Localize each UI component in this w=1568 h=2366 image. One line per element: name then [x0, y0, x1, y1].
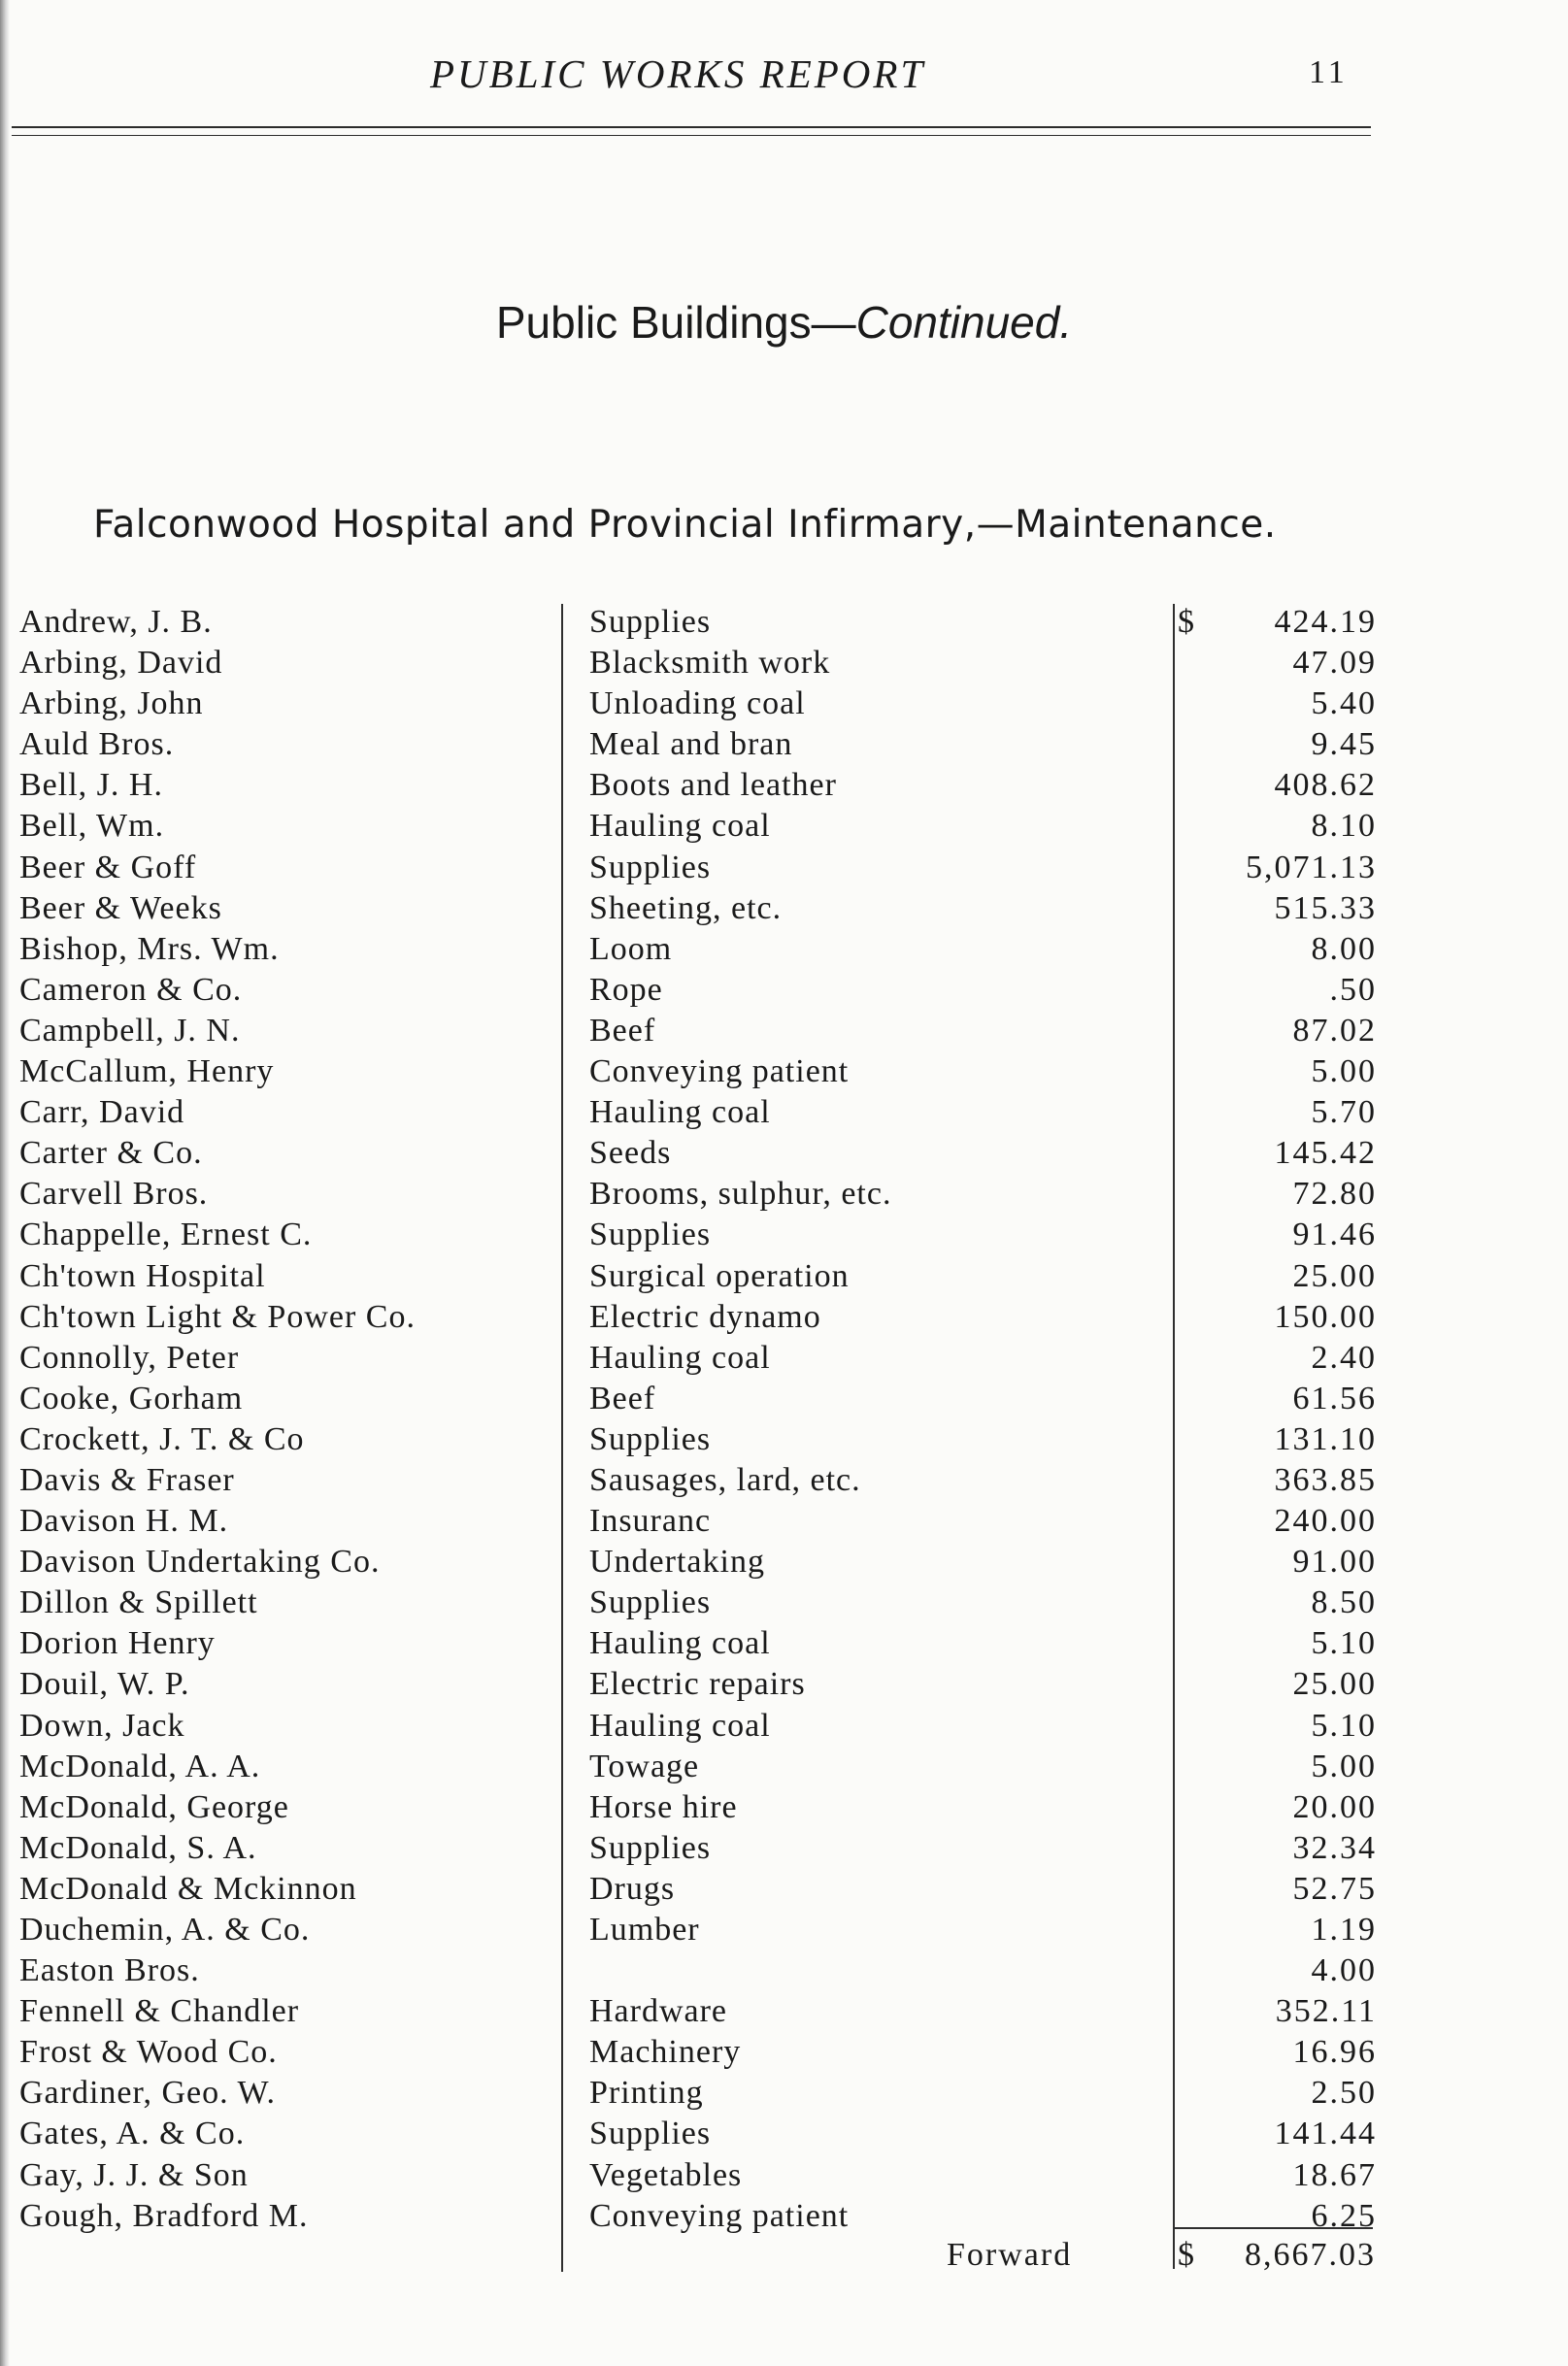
header-rule — [12, 126, 1371, 128]
currency-symbol: $ — [1178, 604, 1194, 640]
payee-name: Douil, W. P. — [19, 1666, 190, 1703]
payee-name: Easton Bros. — [19, 1952, 200, 1989]
ledger-row — [17, 1828, 1377, 1869]
total-rule — [1173, 2227, 1373, 2229]
item-description: Hauling coal — [589, 1625, 771, 1662]
payee-name: Fennell & Chandler — [19, 1993, 300, 2030]
item-description: Lumber — [589, 1912, 700, 1948]
item-description: Surgical operation — [589, 1257, 850, 1294]
amount-value: 5.00 — [1311, 1748, 1377, 1784]
ledger-table — [17, 602, 1377, 2237]
item-description: Hauling coal — [589, 1094, 771, 1131]
section-title — [0, 296, 1568, 349]
item-description: Hauling coal — [589, 1707, 771, 1744]
page-number: 11 — [1309, 54, 1349, 90]
ledger-row — [17, 1910, 1377, 1950]
ledger-row — [17, 2032, 1377, 2073]
ledger-row — [17, 683, 1377, 724]
item-description: Horse hire — [589, 1788, 738, 1825]
payee-name: Bell, Wm. — [19, 808, 165, 845]
item-description: Machinery — [589, 2034, 742, 2071]
ledger-row — [17, 1623, 1377, 1664]
forward-label: Forward — [947, 2237, 1073, 2273]
payee-name: Carr, David — [19, 1094, 185, 1131]
item-description: Meal and bran — [589, 726, 793, 763]
item-description: Unloading coal — [589, 685, 806, 722]
item-description: Supplies — [589, 1829, 712, 1866]
amount-value: 52.75 — [1292, 1870, 1377, 1907]
payee-name: Down, Jack — [19, 1707, 185, 1744]
ledger-row — [17, 724, 1377, 765]
ledger-row — [17, 1664, 1377, 1705]
ledger-row — [17, 1419, 1377, 1460]
ledger-row — [17, 1338, 1377, 1379]
amount-value: 424.19 — [1274, 604, 1377, 640]
forward-currency-symbol: $ — [1178, 2237, 1194, 2273]
payee-name: Gardiner, Geo. W. — [19, 2075, 276, 2112]
amount-value: 87.02 — [1292, 1012, 1377, 1049]
amount-value: 61.56 — [1292, 1380, 1377, 1416]
ledger-row — [17, 1379, 1377, 1419]
ledger-row — [17, 765, 1377, 806]
payee-name: Davison Undertaking Co. — [19, 1544, 381, 1581]
item-description: Supplies — [589, 2116, 712, 2152]
amount-value: 9.45 — [1311, 726, 1377, 763]
ledger-row — [17, 1869, 1377, 1910]
ledger-row — [17, 970, 1377, 1011]
ledger-row — [17, 888, 1377, 929]
item-description: Supplies — [589, 1420, 712, 1457]
amount-value: 72.80 — [1292, 1176, 1377, 1213]
payee-name: Ch'town Light & Power Co. — [19, 1298, 416, 1335]
item-description: Brooms, sulphur, etc. — [589, 1176, 892, 1213]
payee-name: Dorion Henry — [19, 1625, 216, 1662]
amount-value: 150.00 — [1274, 1298, 1377, 1335]
item-description: Supplies — [589, 604, 712, 640]
item-description: Towage — [589, 1748, 700, 1784]
amount-value: 8.50 — [1311, 1584, 1377, 1621]
amount-value: 32.34 — [1292, 1829, 1377, 1866]
amount-value: 145.42 — [1274, 1135, 1377, 1172]
payee-name: Carter & Co. — [19, 1135, 203, 1172]
ledger-row — [17, 1787, 1377, 1828]
amount-value: 5,071.13 — [1246, 849, 1377, 885]
payee-name: McDonald, A. A. — [19, 1748, 261, 1784]
section-title-main: Public Buildings— — [495, 297, 856, 348]
running-head — [0, 50, 1568, 109]
ledger-row — [17, 2114, 1377, 2154]
ledger-row — [17, 1542, 1377, 1583]
amount-value: 16.96 — [1292, 2034, 1377, 2071]
forward-amount: 8,667.03 — [1245, 2237, 1376, 2273]
ledger-row — [17, 1256, 1377, 1297]
ledger-row — [17, 806, 1377, 847]
item-description: Drugs — [589, 1870, 676, 1907]
ledger-row — [17, 2155, 1377, 2196]
amount-value: 5.10 — [1311, 1707, 1377, 1744]
amount-value: 515.33 — [1274, 889, 1377, 926]
payee-name: Chappelle, Ernest C. — [19, 1216, 313, 1253]
amount-value: .50 — [1329, 971, 1377, 1008]
amount-value: 25.00 — [1292, 1666, 1377, 1703]
amount-value: 8.10 — [1311, 808, 1377, 845]
item-description: Hardware — [589, 1993, 728, 2030]
item-description: Undertaking — [589, 1544, 765, 1581]
item-description: Conveying patient — [589, 2197, 850, 2234]
amount-value: 91.46 — [1292, 1216, 1377, 1253]
payee-name: McCallum, Henry — [19, 1053, 275, 1090]
amount-value: 240.00 — [1274, 1503, 1377, 1540]
payee-name: Carvell Bros. — [19, 1176, 209, 1213]
amount-value: 47.09 — [1292, 645, 1377, 682]
payee-name: Beer & Goff — [19, 849, 197, 885]
payee-name: Bell, J. H. — [19, 767, 163, 804]
payee-name: Bishop, Mrs. Wm. — [19, 930, 280, 967]
amount-value: 2.40 — [1311, 1339, 1377, 1376]
ledger-row — [17, 1706, 1377, 1747]
item-description: Supplies — [589, 1216, 712, 1253]
payee-name: McDonald, George — [19, 1788, 289, 1825]
payee-name: Davis & Fraser — [19, 1461, 235, 1498]
ledger-row — [17, 643, 1377, 683]
payee-name: McDonald & Mckinnon — [19, 1870, 357, 1907]
payee-name: Connolly, Peter — [19, 1339, 240, 1376]
amount-value: 408.62 — [1274, 767, 1377, 804]
amount-value: 4.00 — [1311, 1952, 1377, 1989]
item-description: Electric repairs — [589, 1666, 806, 1703]
ledger-row — [17, 1174, 1377, 1215]
item-description: Beef — [589, 1380, 656, 1416]
ledger-row — [17, 1011, 1377, 1051]
payee-name: Duchemin, A. & Co. — [19, 1912, 311, 1948]
amount-value: 141.44 — [1274, 2116, 1377, 2152]
item-description: Vegetables — [589, 2156, 743, 2193]
ledger-row — [17, 848, 1377, 888]
ledger-row — [17, 2073, 1377, 2114]
amount-value: 1.19 — [1311, 1912, 1377, 1948]
amount-value: 8.00 — [1311, 930, 1377, 967]
payee-name: Gates, A. & Co. — [19, 2116, 246, 2152]
header-rule-thin — [12, 135, 1371, 136]
ledger-row — [17, 1215, 1377, 1255]
payee-name: McDonald, S. A. — [19, 1829, 257, 1866]
amount-value: 5.00 — [1311, 1053, 1377, 1090]
ledger-row — [17, 1297, 1377, 1338]
payee-name: Gay, J. J. & Son — [19, 2156, 249, 2193]
subsection-title: Falconwood Hospital and Provincial Infirmary,—Maintenance. — [93, 503, 1277, 547]
payee-name: Cameron & Co. — [19, 971, 243, 1008]
section-title-continued: Continued. — [855, 297, 1073, 348]
item-description: Hauling coal — [589, 808, 771, 845]
ledger-row — [17, 1460, 1377, 1501]
amount-value: 5.10 — [1311, 1625, 1377, 1662]
item-description: Conveying patient — [589, 1053, 850, 1090]
amount-value: 18.67 — [1292, 2156, 1377, 2193]
item-description: Electric dynamo — [589, 1298, 821, 1335]
ledger-row — [17, 1092, 1377, 1133]
ledger-row — [17, 1501, 1377, 1542]
item-description: Sausages, lard, etc. — [589, 1461, 861, 1498]
ledger-row — [17, 1950, 1377, 1991]
amount-value: 363.85 — [1274, 1461, 1377, 1498]
ledger-row — [17, 929, 1377, 970]
payee-name: Auld Bros. — [19, 726, 175, 763]
page-spine-edge — [0, 0, 10, 2366]
item-description: Seeds — [589, 1135, 672, 1172]
ledger-row — [17, 1991, 1377, 2032]
amount-value: 5.40 — [1311, 685, 1377, 722]
item-description: Printing — [589, 2075, 704, 2112]
payee-name: Crockett, J. T. & Co — [19, 1420, 305, 1457]
item-description: Sheeting, etc. — [589, 889, 783, 926]
ledger-row — [17, 2196, 1377, 2237]
ledger-row — [17, 602, 1377, 643]
amount-value: 91.00 — [1292, 1544, 1377, 1581]
item-description: Beef — [589, 1012, 656, 1049]
item-description: Blacksmith work — [589, 645, 831, 682]
payee-name: Andrew, J. B. — [19, 604, 213, 640]
ledger-row — [17, 1583, 1377, 1623]
amount-value: 6.25 — [1311, 2197, 1377, 2234]
item-description: Hauling coal — [589, 1339, 771, 1376]
running-title: PUBLIC WORKS REPORT — [430, 51, 926, 96]
amount-value: 131.10 — [1274, 1420, 1377, 1457]
item-description: Rope — [589, 971, 663, 1008]
amount-value: 25.00 — [1292, 1257, 1377, 1294]
payee-name: Davison H. M. — [19, 1503, 229, 1540]
amount-value: 2.50 — [1311, 2075, 1377, 2112]
amount-value: 20.00 — [1292, 1788, 1377, 1825]
item-description: Supplies — [589, 1584, 712, 1621]
amount-value: 352.11 — [1275, 1993, 1377, 2030]
payee-name: Frost & Wood Co. — [19, 2034, 278, 2071]
item-description: Loom — [589, 930, 673, 967]
payee-name: Campbell, J. N. — [19, 1012, 241, 1049]
payee-name: Beer & Weeks — [19, 889, 222, 926]
item-description: Supplies — [589, 849, 712, 885]
payee-name: Gough, Bradford M. — [19, 2197, 309, 2234]
ledger-row — [17, 1051, 1377, 1092]
payee-name: Arbing, John — [19, 685, 204, 722]
payee-name: Arbing, David — [19, 645, 223, 682]
item-description: Boots and leather — [589, 767, 837, 804]
payee-name: Dillon & Spillett — [19, 1584, 258, 1621]
payee-name: Ch'town Hospital — [19, 1257, 266, 1294]
ledger-row — [17, 1133, 1377, 1174]
ledger-row — [17, 1747, 1377, 1787]
amount-value: 5.70 — [1311, 1094, 1377, 1131]
item-description: Insuranc — [589, 1503, 712, 1540]
payee-name: Cooke, Gorham — [19, 1380, 244, 1416]
